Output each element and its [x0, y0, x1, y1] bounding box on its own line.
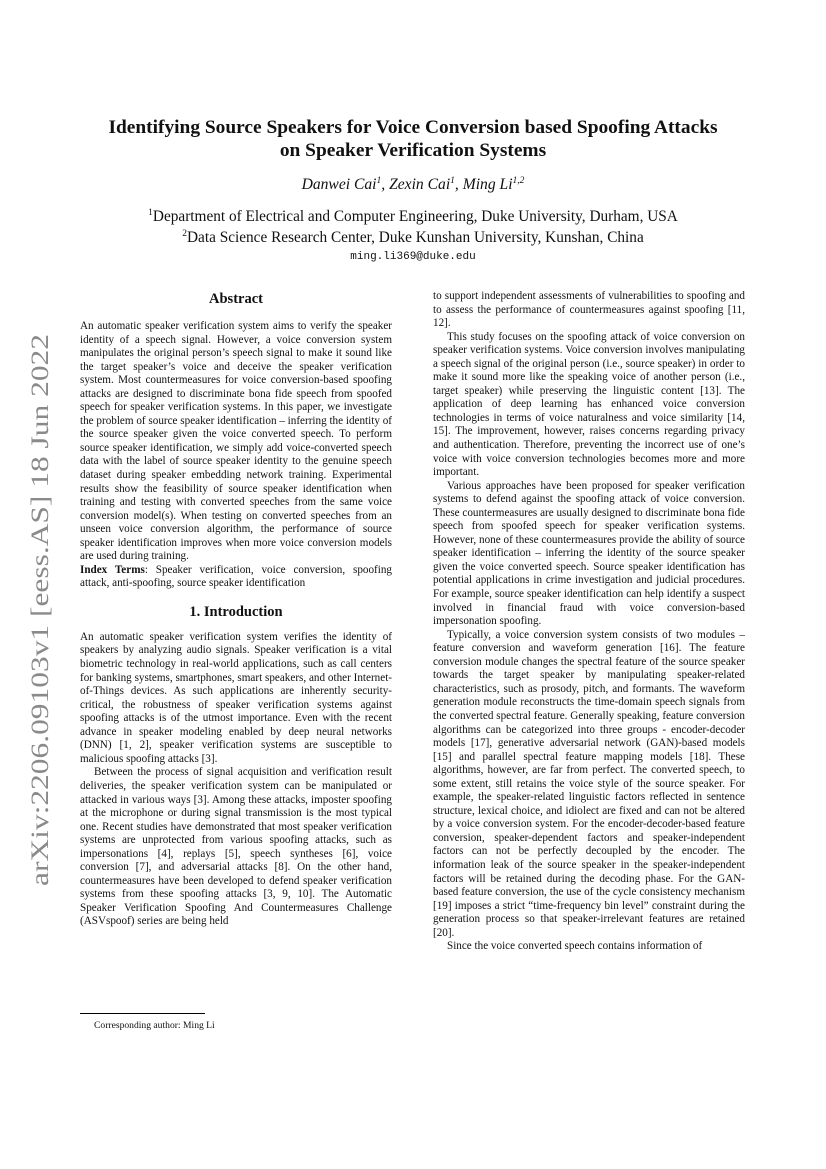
index-terms	[80, 564, 392, 591]
intro-paragraph-3: to support independent assessments of vulnerabilities to spoofing and to assess the performance of countermeasures against spoofing [11, 12].	[433, 290, 745, 330]
intro-paragraph-1: An automatic speaker verification system verifies the identity of speakers by analyzing audio signals. Speaker verification is a vital biometric technology in real-world applications, such as call centers for banking systems, smartphones, smart speakers, and other Internet-of-Things devices. As such applications are inherently security-critical, the robustness of speaker verification systems against spoofing attacks is of the utmost importance. Even with the recent advance in speaker modeling enabled by deep neural networks (DNN) [1, 2], speaker verification systems are susceptible to malicious spoofing attacks [3].	[80, 630, 392, 765]
affiliation-number: 1	[148, 208, 153, 218]
affiliation-1	[80, 208, 746, 226]
arxiv-id-text: arXiv:2206.09103v1 [eess.AS] 18 Jun 2022	[27, 447, 54, 886]
author-list: Danwei Cai$^1$, Zexin Cai$^1$, Ming Li$^{1,2}$	[301, 176, 525, 193]
author-affiliation-mark: 1,2	[512, 176, 525, 186]
footnote-rule	[80, 1013, 205, 1014]
paper-title	[80, 116, 746, 162]
intro-paragraph-2: Between the process of signal acquisition and verification result deliveries, the speaker verification system can be manipulated or attacked in various ways [3]. Among these attacks, imposter spoofing at the microphone or during signal transmission is the most typical one. Recent studies have demonstrated that most speaker verification systems are unprotected from various spoofing attacks, such as impersonations [4], replays [5], speech syntheses [6], voice conversion [7], and adversarial attacks [8]. On the other hand, countermeasures have been developed to defend speaker verification systems from these spoofing attacks [3, 9, 10]. The Automatic Speaker Verification Spoofing And Countermeasures Challenge (ASVspoof) series are being held	[80, 766, 392, 928]
author-affiliation-mark: 1	[450, 176, 455, 186]
intro-paragraph-4: This study focuses on the spoofing attack of voice conversion on speaker verification systems. Voice conversion involves manipulating a speech signal of the original person (i.e., source speaker) in order to make it sound more like the speaking voice of another person (i.e., target speaker) while preserving the linguistic content [13]. The application of deep learning has enhanced voice conversion technologies in terms of voice naturalness and voice similarity [14, 15]. The improvement, however, raises concerns regarding privacy and authentication. Therefore, preventing the incorrect use of one’s voice with voice conversion technologies becomes more and more important.	[433, 330, 745, 479]
contact-email: ming.li369@duke.edu	[350, 251, 476, 263]
affiliation-2	[80, 229, 746, 247]
author-affiliation-mark: 1	[376, 176, 382, 186]
title-line-1: Identifying Source Speakers for Voice Conversion based Spoofing Attacks	[108, 117, 718, 138]
footnote	[80, 1013, 392, 1031]
introduction-heading: 1. Introduction	[189, 603, 283, 620]
abstract-text: An automatic speaker verification system aims to verify the speaker identity of a speech signal. However, a voice conversion system manipulates the original person’s speech signal to make it sound like the target speaker’s voice and deceive the speaker verification system. Most countermeasures for voice conversion-based spoofing attacks are designed to discriminate bona fide speech from spoofed speech for speaker verification systems. In this paper, we investigate the problem of source speaker identification – inferring the identity of the source speaker given the voice converted speech. To perform source speaker identification, we simply add voice-converted speech data with the label of source speaker identity to the genuine speech dataset during speaker embedding network training. Experimental results show the feasibility of source speaker identification when training and testing with converted speeches from the same voice conversion model(s). When testing on converted speeches from an unseen voice conversion algorithm, the performance of source speaker identification improves when more voice conversion models are used during training.	[80, 320, 392, 563]
author-name: Zexin Cai	[389, 176, 451, 193]
index-terms-text: : Speaker verification, voice conversion, spoofing attack, anti-spoofing, source speaker identification	[80, 563, 392, 590]
left-column	[80, 290, 392, 929]
intro-paragraph-6: Typically, a voice conversion system consists of two modules – feature conversion and waveform generation [16]. The feature conversion module changes the spectral feature of the source speaker towards the target speaker by manipulating speaker-related characteristics, such as prosody, pitch, and formants. The waveform generation module reconstructs the time-domain speech signals from the converted spectral feature. Generally speaking, feature conversion algorithms can be categorized into three groups - encoder-decoder models [17], generative adversarial network (GAN)-based models [15] and parallel spectral feature mapping models [18]. These algorithms, however, are far from perfect. The converted speech, to some extent, still retains the voice style of the source speaker. For example, the speaker-related linguistic factors reflected in sentence structure, lexical choice, and idiolect are fixed and can not be altered by a voice conversion system. For the encoder-decoder-based feature conversion, speaker-dependent factors and speaker-independent factors can not be perfectly decoupled by the encoder. The information leak of the source speaker in the speaker-independent factors will be retained during the decoding phase. For the GAN-based feature conversion, the use of the cycle consistency mechanism [19] imposes a strict “time-frequency bin level” constraint during the generation process so that speaker-irrelevant features are retained [20].	[433, 628, 745, 939]
author-name: Ming Li	[462, 176, 513, 193]
title-line-2: on Speaker Verification Systems	[279, 140, 547, 161]
footnote-text: Corresponding author: Ming Li	[94, 1020, 215, 1031]
author-name: Danwei Cai	[301, 176, 377, 193]
arxiv-identifier	[16, 330, 60, 890]
affiliation-number: 2	[182, 229, 187, 239]
affiliation-text: Data Science Research Center, Duke Kunshan University, Kunshan, China	[187, 229, 644, 246]
right-column	[433, 290, 745, 954]
abstract-heading: Abstract	[209, 291, 263, 307]
index-terms-label: Index Terms	[80, 563, 145, 576]
intro-paragraph-7: Since the voice converted speech contains information of	[447, 940, 703, 953]
affiliation-text: Department of Electrical and Computer Engineering, Duke University, Durham, USA	[152, 208, 678, 225]
intro-paragraph-5: Various approaches have been proposed for speaker verification systems to defend against the spoofing attack of voice conversion. These countermeasures are usually designed to discriminate bona fide speech from spoofed speech for speaker verification systems. However, none of these countermeasures provide the ability of source speaker identification – inferring the identity of the source speaker given the voice converted speech. Source speaker identification has potential applications in crime investigation and judicial procedures. For example, source speaker identification can help identify a suspect involved in financial fraud with voice conversion-based impersonation spoofing.	[433, 479, 745, 628]
